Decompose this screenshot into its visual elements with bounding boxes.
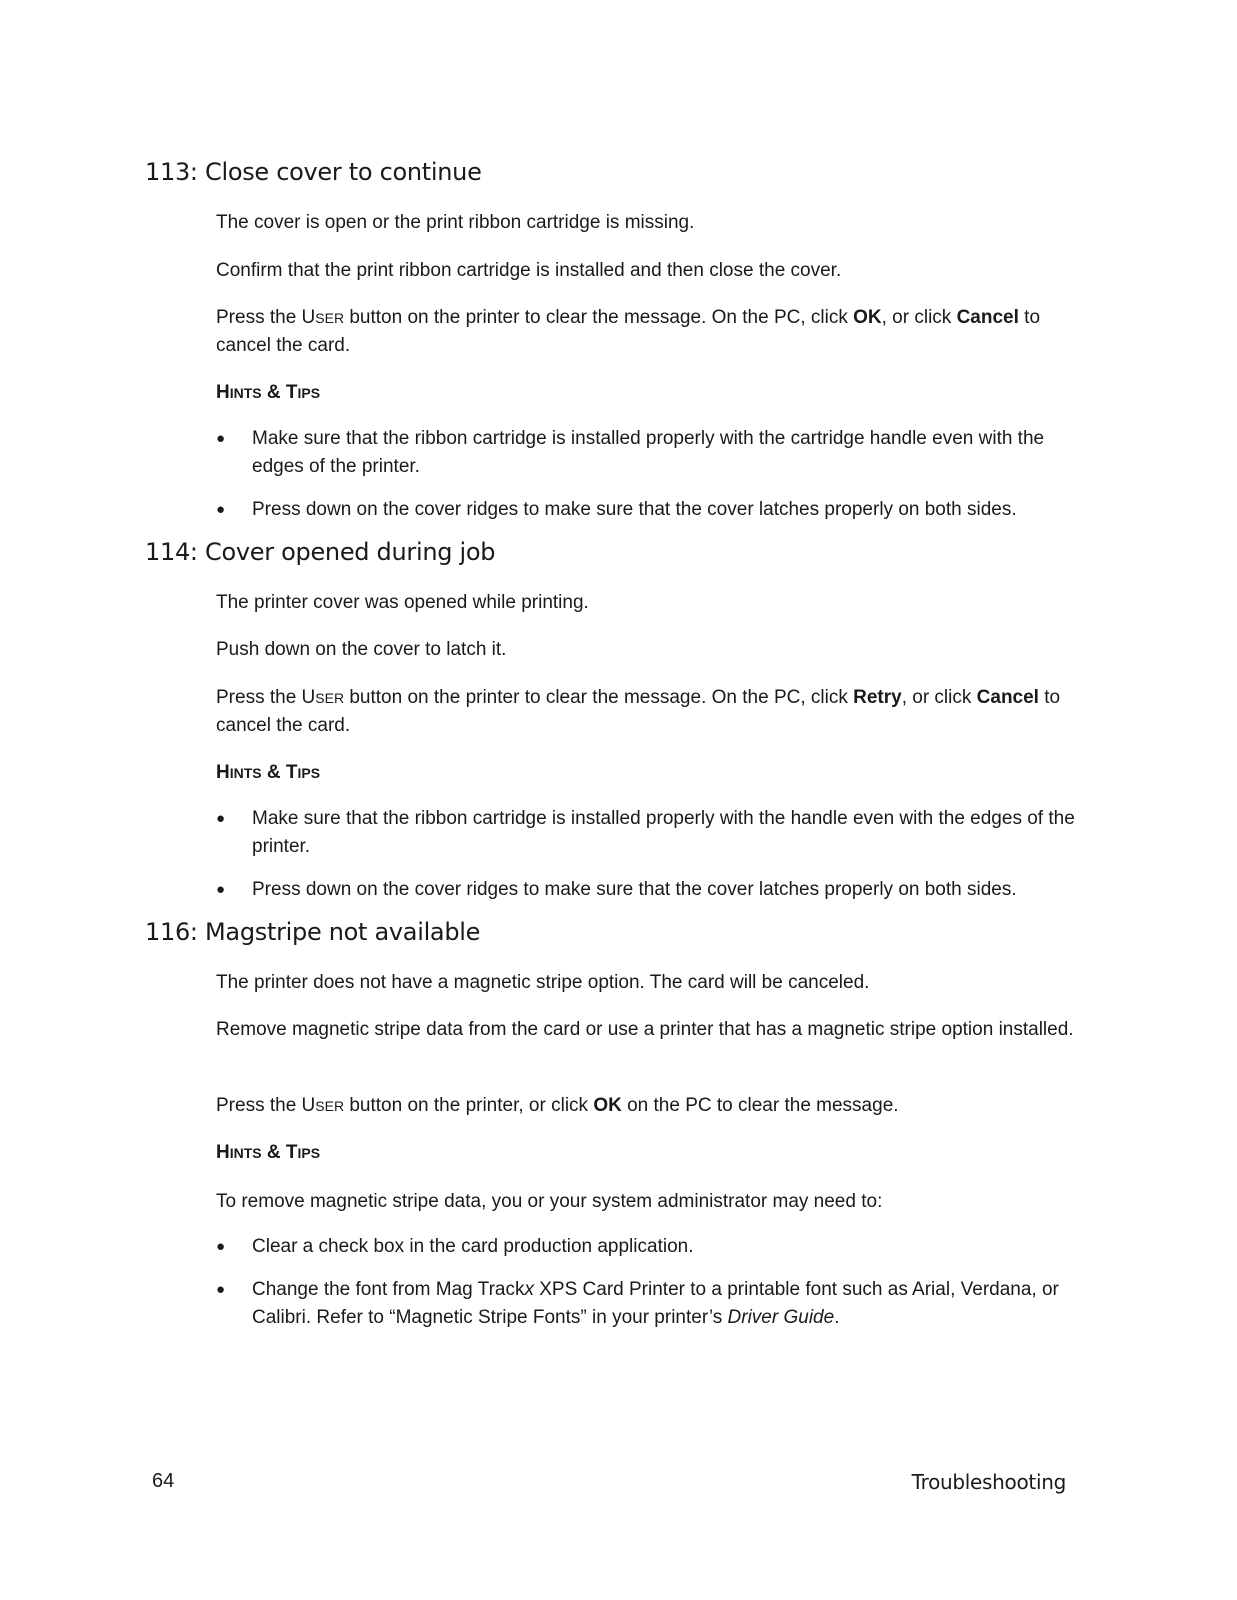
cancel-label: Cancel [956, 307, 1019, 328]
paragraph: The printer cover was opened while printing. [216, 592, 589, 613]
bullet-icon: ● [216, 501, 226, 518]
hints-tips-heading: HINTS & TIPS [216, 382, 321, 403]
footer-chapter-title: Troubleshooting [911, 1470, 1066, 1494]
paragraph: To remove magnetic stripe data, you or your system administrator may need to: [216, 1191, 883, 1212]
ok-label: OK [853, 307, 882, 328]
bullet-icon: ● [216, 430, 226, 447]
page-number: 64 [152, 1470, 175, 1492]
paragraph: Confirm that the print ribbon cartridge is installed and then close the cover. [216, 260, 842, 281]
paragraph: The cover is open or the print ribbon cartridge is missing. [216, 212, 695, 233]
paragraph: Press the USER button on the printer, or click OK on the PC to clear the message. [216, 1095, 899, 1116]
cancel-label: Cancel [976, 687, 1039, 708]
user-button-label: USER [301, 687, 345, 708]
section-heading-113: 113: Close cover to continue [145, 158, 482, 186]
paragraph: The printer does not have a magnetic stripe option. The card will be canceled. [216, 972, 870, 993]
paragraph: Press the USER button on the printer to clear the message. On the PC, click OK, or click Cancel to cancel the card. [216, 307, 1041, 356]
user-button-label: USER [301, 1095, 345, 1116]
document-page: 113: Close cover to continue The cover is open or the print ribbon cartridge is missing. Confirm that the print ribbon cartridge is installed and then close the cover. Press the USER button on the printer to clear the message. On the PC, click OK, or click Cancel to cancel the card. HINTS & TIPS ● Make sure that the ribbon cartridge is installed properly with the cartridge handle even with the edges of the printer. ● Press down on the cover ridges to make sure that the cover latches properly on both sides. 114: Cover opened during job The printer cover was opened while printing. Push down on the cover to latch it. Press the USER button on the printer to clear the message. On the PC, click Retry, or click Cancel to cancel the card. HINTS & TIPS ● Make sure that the ribbon cartridge is installed properly with the handle even with the edges of the printer. ● Press down on the cover ridges to make sure that the cover latches properly on both sides. 116: Magstripe not available The printer does not have a magnetic stripe option. The card will be canceled. Remove magnetic stripe data from the card or use a printer that has a magnetic stripe option installed. Press the USER button on the printer, or click OK on the PC to clear the message. HINTS & TIPS To remove magnetic stripe data, you or your system administrator may need to: ● Clear a check box in the card production application. ● Change the font from Mag Trackx XPS Card Printer to a printable font such as Arial, Verdana, or Calibri. Refer to “Magnetic Stripe Fonts” in your printer’s Driver Guide. 64 Troubleshooting [145, 158, 1075, 1494]
bullet-icon: ● [216, 881, 226, 898]
hints-tips-heading: HINTS & TIPS [216, 762, 321, 783]
section-heading-116: 116: Magstripe not available [145, 918, 481, 946]
retry-label: Retry [853, 687, 902, 708]
driver-guide-reference: Driver Guide [727, 1307, 835, 1328]
bullet-icon: ● [216, 810, 226, 827]
paragraph: Press the USER button on the printer to clear the message. On the PC, click Retry, or click Cancel to cancel the card. [216, 687, 1061, 736]
ok-label: OK [593, 1095, 622, 1116]
bullet-icon: ● [216, 1281, 226, 1298]
hints-tips-heading: HINTS & TIPS [216, 1142, 321, 1163]
paragraph: Push down on the cover to latch it. [216, 639, 507, 660]
bullet-icon: ● [216, 1238, 226, 1255]
user-button-label: USER [301, 307, 345, 328]
paragraph: Remove magnetic stripe data from the card or use a printer that has a magnetic stripe option installed. [216, 1019, 1074, 1040]
section-heading-114: 114: Cover opened during job [145, 538, 496, 566]
